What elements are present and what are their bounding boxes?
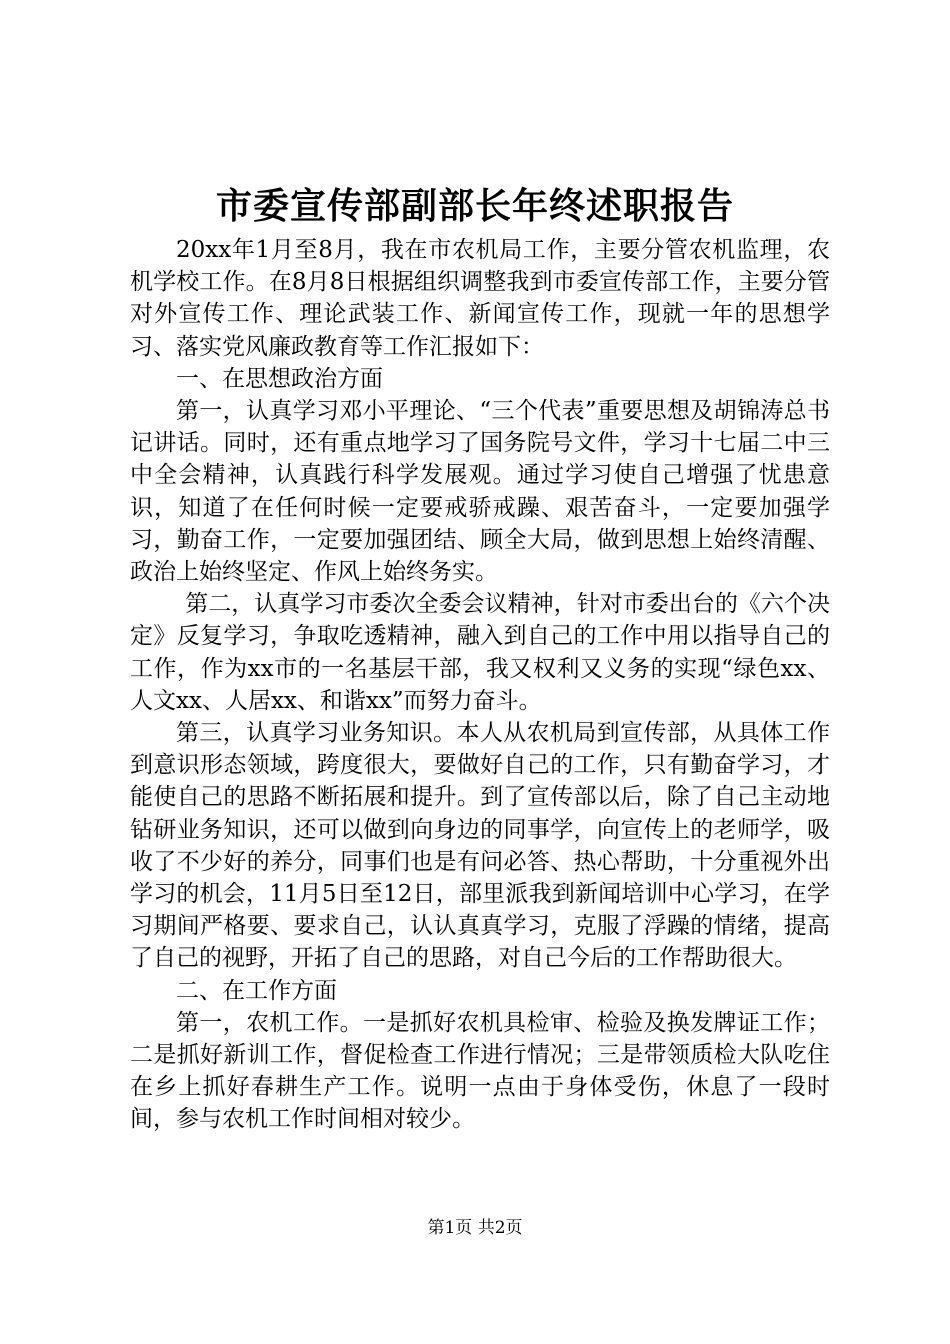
paragraph-work-first: 第一，农机工作。一是抓好农机具检审、检验及换发牌证工作；二是抓好新训工作，督促检查工作进行情况；三是带领质检大队吃住在乡上抓好春耕生产工作。说明一点由于身体受伤，休息了一段时间，参与农机工作时间相对较少。 xyxy=(130,1009,830,1133)
page-footer: 第1页 共2页 xyxy=(427,1218,523,1238)
section-heading-ideology: 一、在思想政治方面 xyxy=(176,365,383,392)
paragraph-ideology-second: 第二，认真学习市委次全委会议精神，针对市委出台的《六个决定》反复学习，争取吃透精神，融入到自己的工作中用以指导自己的工作，作为xx市的一名基层干部，我又权利又义务的实现“绿色xx、人文xx、人居xx、和谐xx”而努力奋斗。 xyxy=(130,591,830,714)
paragraph-intro: 20xx年1月至8月，我在市农机局工作，主要分管农机监理，农机学校工作。在8月8日根据组织调整我到市委宣传部工作，主要分管对外宣传工作、理论武装工作、新闻宣传工作，现就一年的思想学习、落实党风廉政教育等工作汇报如下： xyxy=(130,237,830,360)
document-title: 市委宣传部副部长年终述职报告 xyxy=(215,185,734,227)
document-body xyxy=(130,234,830,1136)
paragraph-ideology-first: 第一，认真学习邓小平理论、“三个代表”重要思想及胡锦涛总书记讲话。同时，还有重点地学习了国务院号文件，学习十七届二中三中全会精神，认真践行科学发展观。通过学习使自己增强了忧患意识，知道了在任何时候一定要戒骄戒躁、艰苦奋斗，一定要加强学习，勤奋工作，一定要加强团结、顾全大局，做到思想上始终清醒、政治上始终坚定、作风上始终务实。 xyxy=(130,398,830,586)
paragraph-ideology-third: 第三，认真学习业务知识。本人从农机局到宣传部，从具体工作到意识形态领域，跨度很大，要做好自己的工作，只有勤奋学习，才能使自己的思路不断拓展和提升。到了宣传部以后，除了自己主动地钻研业务知识，还可以做到向身边的同事学，向宣传上的老师学，吸收了不少好的养分，同事们也是有问必答、热心帮助，十分重视外出学习的机会，11月5日至12日，部里派我到新闻培训中心学习，在学习期间严格要、要求自己，认认真真学习，克服了浮躁的情绪，提高了自己的视野，开拓了自己的思路，对自己今后的工作帮助很大。 xyxy=(130,720,830,972)
section-heading-work: 二、在工作方面 xyxy=(176,977,337,1004)
